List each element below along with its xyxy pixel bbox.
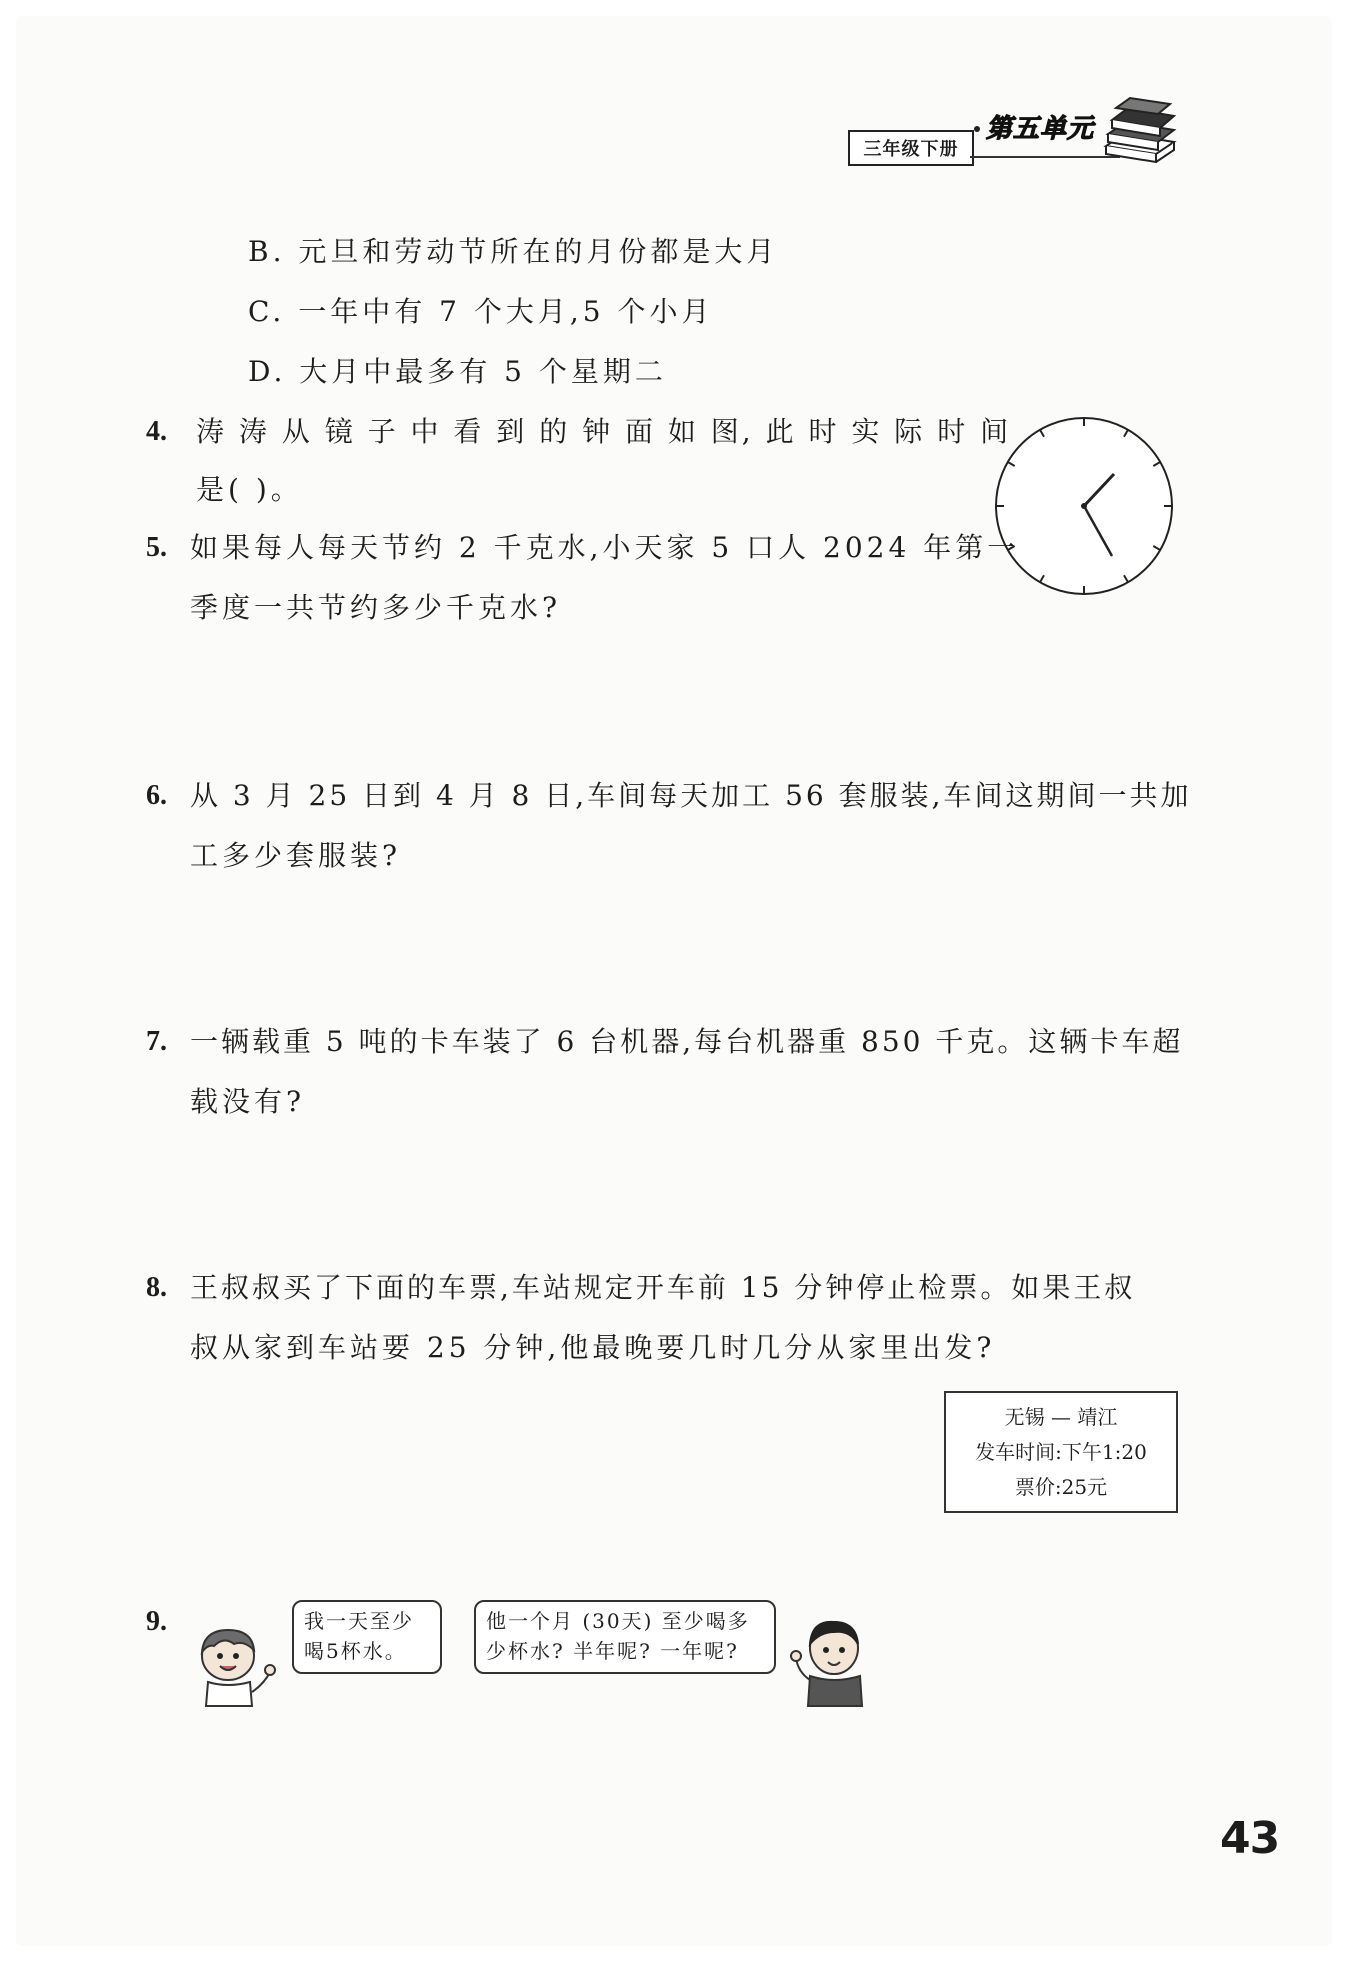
option-d: D. 大月中最多有 5 个星期二 [248,355,667,388]
page-number: 43 [1220,1813,1280,1864]
bubble-left-line2: 喝5杯水。 [304,1639,407,1663]
clock-face [992,414,1176,598]
ticket-departure: 发车时间:下午1:20 [975,1439,1147,1464]
question-8-number: 8. [146,1272,167,1303]
option-b: B. 元旦和劳动节所在的月份都是大月 [248,235,779,268]
question-4-line1: 涛 涛 从 镜 子 中 看 到 的 钟 面 如 图, 此 时 实 际 时 间 [196,415,1012,448]
question-4-line2: 是( )。 [196,473,303,506]
header-dot [974,126,980,132]
question-8-line2: 叔从家到车站要 25 分钟,他最晚要几时几分从家里出发? [190,1331,996,1364]
ticket-route: 无锡 — 靖江 [1004,1404,1118,1429]
question-6-line1: 从 3 月 25 日到 4 月 8 日,车间每天加工 56 套服装,车间这期间一共加 [190,779,1192,812]
question-7-line2: 载没有? [190,1085,306,1118]
boy-right-illustration [790,1616,868,1708]
question-7-line1: 一辆载重 5 吨的卡车装了 6 台机器,每台机器重 850 千克。这辆卡车超 [190,1025,1184,1058]
grade-label: 三年级下册 [848,130,974,166]
boy-left-illustration [194,1622,286,1708]
bubble-left-line1: 我一天至少 [304,1609,414,1633]
bubble-right-line1: 他一个月 (30天) 至少喝多 [486,1609,750,1633]
question-4-number: 4. [146,416,167,447]
option-c: C. 一年中有 7 个大月,5 个小月 [248,295,714,328]
bus-ticket [944,1391,1178,1513]
speech-bubble-left [292,1600,442,1674]
question-5-line1: 如果每人每天节约 2 千克水,小天家 5 口人 2024 年第一 [190,531,1020,564]
ticket-price: 票价:25元 [1014,1474,1108,1499]
question-5-line2: 季度一共节约多少千克水? [190,591,562,624]
question-6-number: 6. [146,780,167,811]
question-5-number: 5. [146,532,167,563]
bubble-right-line2: 少杯水? 半年呢? 一年呢? [486,1639,739,1663]
question-7-number: 7. [146,1026,167,1057]
books-icon [1098,94,1178,168]
unit-title: 第五单元 [986,114,1095,144]
question-9-number: 9. [146,1606,167,1637]
speech-bubble-right [474,1600,776,1674]
question-8-line1: 王叔叔买了下面的车票,车站规定开车前 15 分钟停止检票。如果王叔 [190,1271,1136,1304]
question-6-line2: 工多少套服装? [190,839,402,872]
